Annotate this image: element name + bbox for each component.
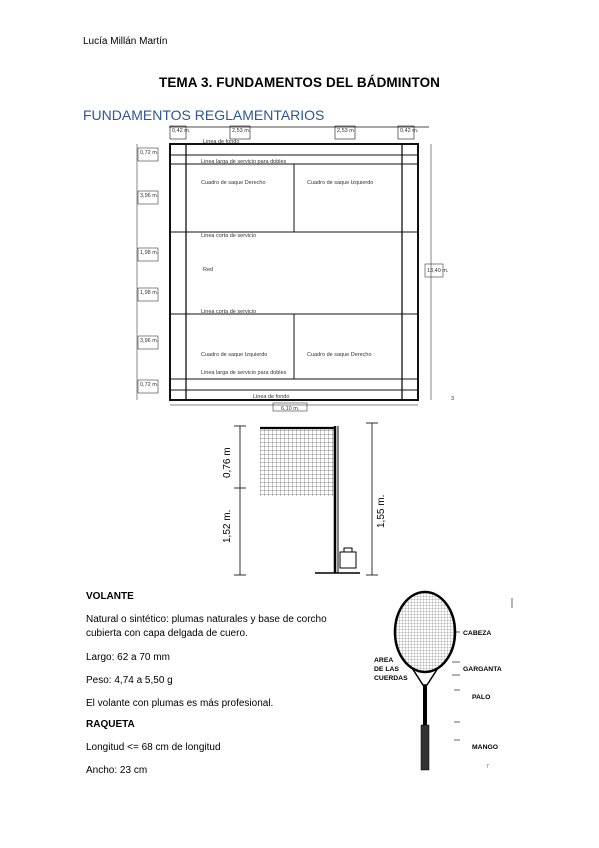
racket-label-mango: MANGO: [472, 744, 499, 751]
label-cuadro-izquierdo-bottom: Cuadro de saque Izquierdo: [201, 352, 268, 358]
net-dim-076: 0,76 m: [222, 447, 233, 478]
top-dim-4: 0,42 m.: [400, 128, 419, 134]
top-dim-3: 2,53 m.: [337, 128, 356, 134]
raqueta-line-2: Ancho: 23 cm: [86, 765, 148, 776]
racket-page-mark: 7: [486, 764, 489, 770]
racket-label-palo: PALO: [472, 694, 491, 701]
label-fondo-bottom: Linea de fondo: [253, 394, 290, 400]
left-dim-3: 1,98 m.: [140, 250, 159, 256]
raqueta-heading: RAQUETA: [86, 719, 135, 730]
label-larga-top: Linea larga de servicio para dobles: [201, 159, 287, 165]
racket-label-garganta: GARGANTA: [463, 666, 502, 673]
volante-line-2: cubierta con capa delgada de cuero.: [86, 628, 248, 639]
racket-label-cabeza: CABEZA: [463, 630, 492, 637]
net-dim-152: 1,52 m.: [222, 509, 233, 543]
label-larga-bottom: Linea larga de servicio para dobles: [201, 370, 287, 376]
racket-label-area-1: AREA: [374, 657, 394, 664]
label-cuadro-derecho-top: Cuadro de saque Derecho: [201, 180, 266, 186]
racket-label-area-3: CUERDAS: [374, 675, 408, 682]
volante-line-1: Natural o sintético: plumas naturales y base de corcho: [86, 614, 327, 625]
racket-handle: [421, 725, 429, 770]
volante-line-5: El volante con plumas es más profesional.: [86, 698, 274, 709]
label-corta-top: Linea corta de servicio: [201, 233, 257, 239]
section-heading: FUNDAMENTOS REGLAMENTARIOS: [83, 107, 325, 123]
left-dim-5: 3,96 m.: [140, 338, 159, 344]
author-name: Lucía Millán Martín: [83, 36, 168, 47]
bottom-dim: 6,10 m.: [281, 406, 300, 412]
label-corta-bottom: Linea corta de servicio: [201, 309, 257, 315]
volante-heading: VOLANTE: [86, 591, 134, 602]
net-mesh: [260, 428, 335, 496]
racket-label-area-2: DE LAS: [374, 666, 399, 673]
raqueta-line-1: Longitud <= 68 cm de longitud: [86, 742, 221, 753]
label-cuadro-derecho-bottom: Cuadro de saque Derecho: [307, 352, 372, 358]
left-dim-6: 0,72 m.: [140, 382, 159, 388]
page-title: TEMA 3. FUNDAMENTOS DEL BÁDMINTON: [158, 75, 441, 90]
volante-line-4: Peso: 4,74 a 5,50 g: [86, 675, 173, 686]
top-dim-2: 2,53 m.: [232, 128, 251, 134]
racket-head: [395, 592, 455, 672]
racket-diagram: [360, 590, 520, 780]
net-post-diagram: [200, 418, 400, 578]
right-dim: 13,40 m.: [427, 268, 449, 274]
label-fondo-top: Linea de fondo: [203, 139, 240, 145]
top-dim-1: 0,42 m.: [172, 128, 191, 134]
left-dim-1: 0,72 m.: [140, 150, 159, 156]
page-mark-3: 3: [451, 396, 455, 402]
label-cuadro-izquierdo-top: Cuadro de saque Izquierdo: [307, 180, 374, 186]
net-dim-155: 1,55 m.: [376, 494, 387, 528]
left-dim-4: 1,98 m.: [140, 290, 159, 296]
court-diagram: [133, 122, 455, 412]
left-dim-2: 3,96 m.: [140, 193, 159, 199]
label-red: Red: [203, 267, 214, 273]
volante-line-3: Largo: 62 a 70 mm: [86, 652, 170, 663]
